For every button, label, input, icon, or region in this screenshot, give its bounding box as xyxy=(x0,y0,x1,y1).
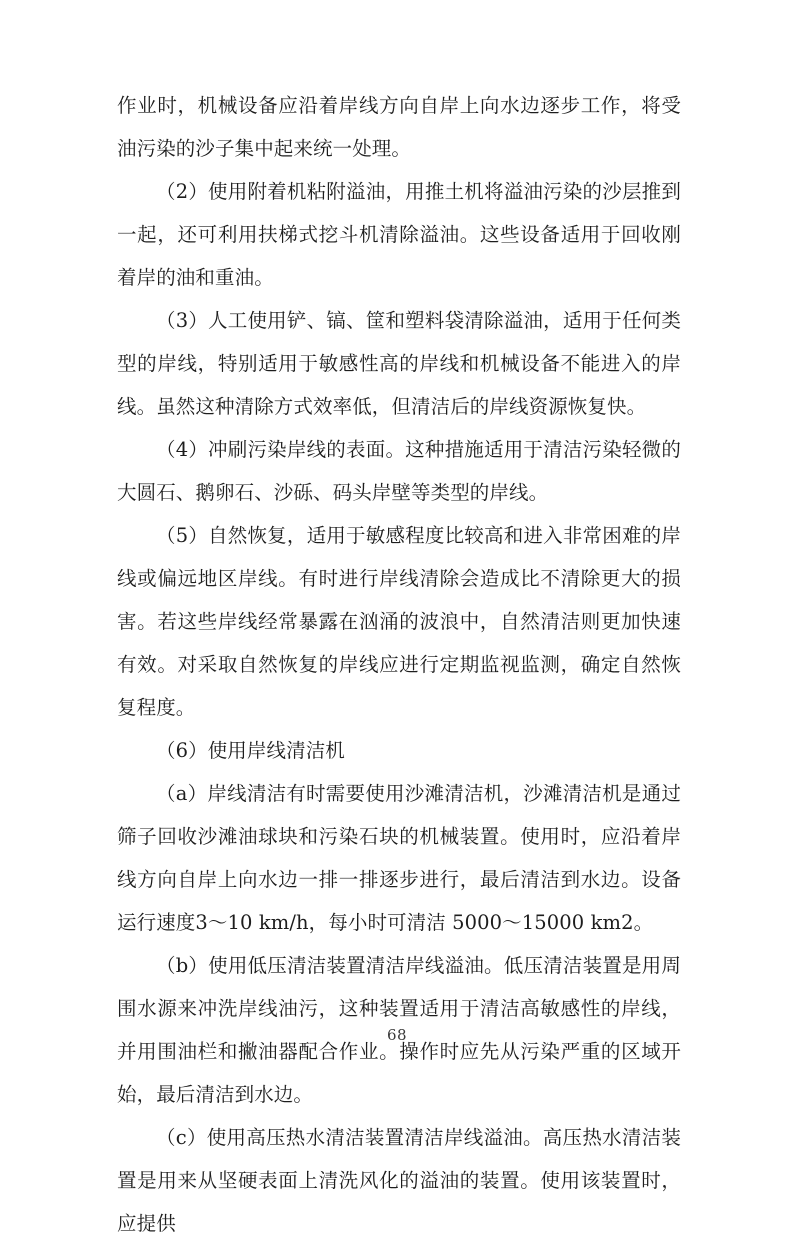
paragraph-item-6c: （c）使用高压热水清洁装置清洁岸线溢油。高压热水清洁装置是用来从坚硬表面上清洗风化的溢油的装置。使用该装置时，应提供 xyxy=(117,1126,681,1235)
paragraph-item-4: （4）冲刷污染岸线的表面。这种措施适用于清洁污染轻微的大圆石、鹅卵石、沙砾、码头岸壁等类型的岸线。 xyxy=(117,438,681,504)
page-number: 68 xyxy=(386,1026,408,1044)
paragraph-continuation: 作业时，机械设备应沿着岸线方向自岸上向水边逐步工作，将受油污染的沙子集中起来统一处理。 xyxy=(117,94,681,160)
paragraph-item-6b: （b）使用低压清洁装置清洁岸线溢油。低压清洁装置是用周围水源来冲洗岸线油污，这种装置适用于清洁高敏感性的岸线，并用围油栏和撇油器配合作业。操作时应先从污染严重的区域开始，最后清洁到水边。 xyxy=(117,954,681,1106)
body-text-column xyxy=(117,84,681,1245)
paragraph-item-2: （2）使用附着机粘附溢油，用推土机将溢油污染的沙层推到一起，还可利用扶梯式挖斗机清除溢油。这些设备适用于回收刚着岸的油和重油。 xyxy=(117,180,681,289)
paragraph-item-3: （3）人工使用铲、镐、筐和塑料袋清除溢油，适用于任何类型的岸线，特别适用于敏感性高的岸线和机械设备不能进入的岸线。虽然这种清除方式效率低，但清洁后的岸线资源恢复快。 xyxy=(117,309,681,418)
paragraph-item-6a: （a）岸线清洁有时需要使用沙滩清洁机，沙滩清洁机是通过筛子回收沙滩油球块和污染石块的机械装置。使用时，应沿着岸线方向自岸上向水边一排一排逐步进行，最后清洁到水边。设备运行速度3～10 km/h，每小时可清洁 5000～15000 km2。 xyxy=(117,782,681,934)
paragraph-item-5: （5）自然恢复，适用于敏感程度比较高和进入非常困难的岸线或偏远地区岸线。有时进行岸线清除会造成比不清除更大的损害。若这些岸线经常暴露在汹涌的波浪中，自然清洁则更加快速有效。对采取自然恢复的岸线应进行定期监视监测，确定自然恢复程度。 xyxy=(117,524,681,719)
paragraph-item-6: （6）使用岸线清洁机 xyxy=(156,739,345,762)
